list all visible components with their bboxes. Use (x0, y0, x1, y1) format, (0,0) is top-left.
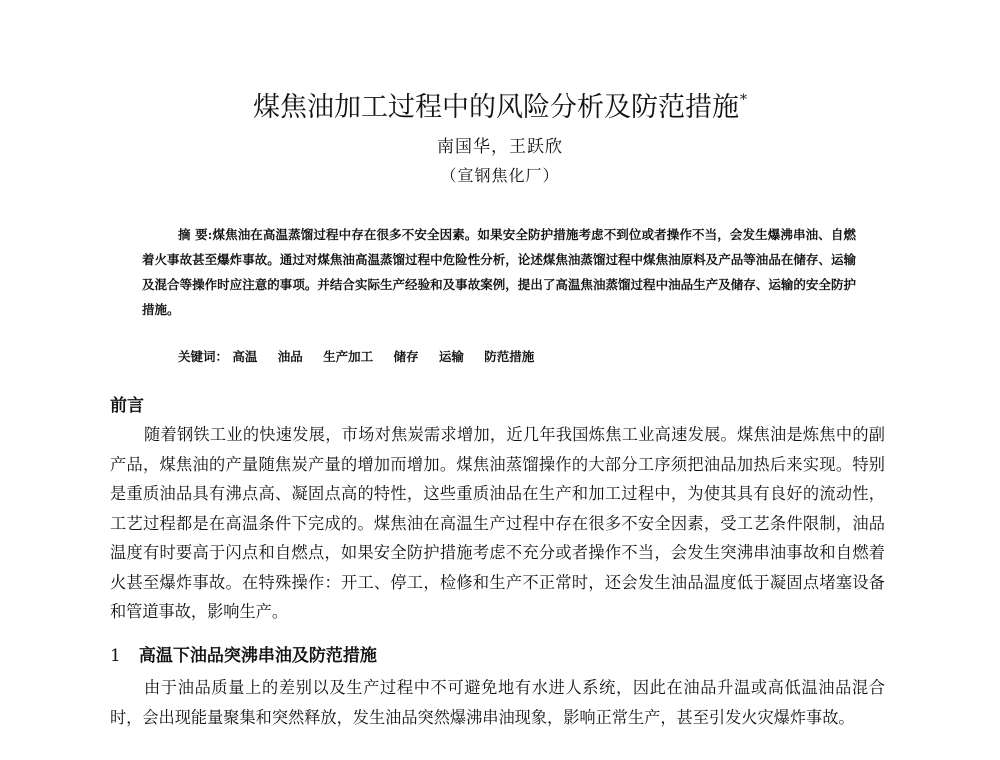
keywords-line (178, 345, 550, 369)
abstract-label: 摘 要: (178, 227, 213, 242)
keywords-label: 关键词： (178, 349, 229, 364)
preface-paragraph: 随着钢铁工业的快速发展，市场对焦炭需求增加，近几年我国炼焦工业高速发展。煤焦油是炼焦中的副产品，煤焦油的产量随焦炭产量的增加而增加。煤焦油蒸馏操作的大部分工序须把油品加热后来实现。特别是重质油品具有沸点高、凝固点高的特性，这些重质油品在生产和加工过程中，为使其具有良好的流动性，工艺过程都是在高温条件下完成的。煤焦油在高温生产过程中存在很多不安全因素，受工艺条件限制，油品温度有时要高于闪点和自燃点，如果安全防护措施考虑不充分或者操作不当，会发生突沸串油事故和自燃着火甚至爆炸事故。在特殊操作：开工、停工，检修和生产不正常时，还会发生油品温度低于凝固点堵塞设备和管道事故，影响生产。 (110, 425, 885, 621)
paper-title-text: 煤焦油加工过程中的风险分析及防范措施 (253, 92, 739, 123)
keyword: 运输 (438, 349, 464, 364)
abstract-block (142, 222, 856, 322)
author-list: 南国华，王跃欣 (437, 137, 563, 157)
abstract-text: 煤焦油在高温蒸馏过程中存在很多不安全因素。如果安全防护措施考虑不到位或者操作不当，会发生爆沸串油、自燃着火事故甚至爆炸事故。通过对煤焦油高温蒸馏过程中危险性分析，论述煤焦油蒸馏过程中煤焦油原料及产品等油品在储存、运输及混合等操作时应注意的事项。并结合实际生产经验和及事故案例，提出了高温焦油蒸馏过程中油品生产及储存、运输的安全防护措施。 (142, 227, 856, 317)
keyword: 生产加工 (323, 349, 374, 364)
author-affiliation: （宣钢焦化厂） (440, 166, 560, 185)
section-heading-text: 高温下油品突沸串油及防范措施 (138, 646, 377, 666)
keyword: 油品 (277, 349, 303, 364)
section1-paragraph: 由于油品质量上的差别以及生产过程中不可避免地有水进人系统，因此在油品升温或高低温油品混合时，会出现能量聚集和突然释放，发生油品突然爆沸串油现象，影响正常生产，甚至引发火灾爆炸事故。 (110, 678, 885, 727)
keyword: 储存 (393, 349, 419, 364)
keyword: 高温 (232, 349, 258, 364)
section-heading-1 (110, 643, 377, 669)
section-heading-preface: 前言 (110, 396, 144, 416)
keyword: 防范措施 (484, 349, 535, 364)
title-footnote-mark: * (740, 92, 747, 108)
section-number: 1 (110, 646, 121, 666)
paper-title (0, 82, 1000, 126)
